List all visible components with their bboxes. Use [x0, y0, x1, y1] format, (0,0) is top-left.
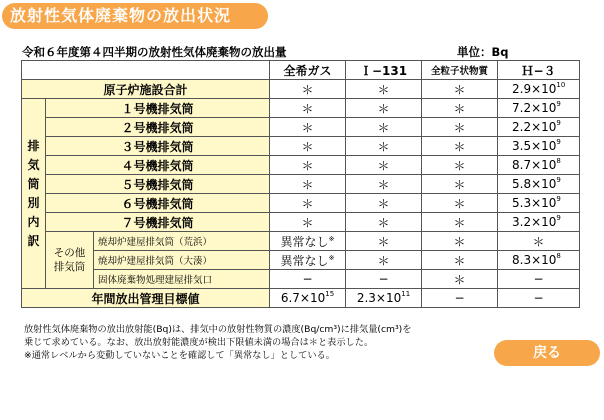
- cell-value: ＊: [422, 99, 498, 118]
- cell-value: ＊: [346, 118, 422, 137]
- table-row: [22, 175, 580, 194]
- cell-value: −: [498, 270, 580, 289]
- cell-value: ＊: [270, 194, 346, 213]
- cell-value: ＊: [422, 270, 498, 289]
- table-row: [22, 232, 580, 251]
- group-label-stacks: [22, 99, 46, 289]
- group-label-char: 訳: [27, 233, 40, 248]
- note-mark: ※: [328, 234, 335, 243]
- col-header-i131: Ｉ−131: [346, 61, 422, 80]
- exponent: 9: [556, 138, 561, 146]
- table-row: [22, 251, 580, 270]
- cell-value-sci: [498, 80, 580, 99]
- cell-value-sci: [270, 289, 346, 308]
- exponent: 9: [556, 100, 561, 108]
- cell-value-sci: [498, 213, 580, 232]
- row-label: ６号機排気筒: [46, 194, 270, 213]
- cell-value: ＊: [422, 156, 498, 175]
- cell-value: ＊: [422, 194, 498, 213]
- cell-value: −: [270, 270, 346, 289]
- status-text: 異常なし: [280, 253, 329, 268]
- mantissa: 8.7×10: [512, 158, 557, 172]
- back-button[interactable]: 戻る: [494, 340, 600, 366]
- cell-value: ＊: [270, 80, 346, 99]
- cell-value: ＊: [270, 118, 346, 137]
- cell-value-sci: [498, 137, 580, 156]
- cell-value: ＊: [346, 156, 422, 175]
- group-label-char: 排: [27, 138, 40, 153]
- cell-value: ＊: [270, 156, 346, 175]
- row-label: ７号機排気筒: [46, 213, 270, 232]
- cell-value: ＊: [422, 118, 498, 137]
- row-label-total: 原子炉施設合計: [22, 80, 270, 99]
- cell-value: ＊: [422, 232, 498, 251]
- footnote-line: 放射性気体廃棄物の放出放射能(Bq)は、排気中の放射性物質の濃度(Bq/cm³)に排気量(cm³)を: [24, 324, 412, 335]
- exponent: 10: [556, 81, 566, 89]
- footnote-line: ※通常レベルから変動していないことを確認して「異常なし」としている。: [24, 350, 335, 361]
- row-label: ５号機排気筒: [46, 175, 270, 194]
- cell-value: ＊: [422, 251, 498, 270]
- cell-value: ＊: [346, 99, 422, 118]
- table-row-total: [22, 80, 580, 99]
- table-row: [22, 156, 580, 175]
- exponent: 9: [556, 176, 561, 184]
- unit-label: 単位：Bq: [457, 45, 509, 59]
- cell-value: −: [498, 289, 580, 308]
- mantissa: 3.5×10: [512, 139, 557, 153]
- cell-value: ＊: [270, 137, 346, 156]
- table-row: [22, 194, 580, 213]
- table-row: [22, 118, 580, 137]
- row-label: ３号機排気筒: [46, 137, 270, 156]
- mantissa: 2.9×10: [512, 82, 557, 96]
- table-row-target: [22, 289, 580, 308]
- group-label-char: 内: [27, 214, 40, 229]
- row-label: ２号機排気筒: [46, 118, 270, 137]
- mantissa: 2.2×10: [512, 120, 557, 134]
- mantissa: 7.2×10: [512, 101, 557, 115]
- cell-value: ＊: [346, 80, 422, 99]
- group-label-char: 筒: [27, 176, 40, 191]
- exponent: 9: [556, 195, 561, 203]
- mantissa: 3.2×10: [512, 215, 557, 229]
- mantissa: 6.7×10: [280, 291, 326, 305]
- cell-value-sci: [498, 175, 580, 194]
- cell-value: ＊: [422, 213, 498, 232]
- cell-value-sci: [498, 156, 580, 175]
- group-label-char: 別: [27, 195, 40, 210]
- cell-value: [270, 232, 346, 251]
- exponent: 8: [556, 252, 561, 260]
- exponent: 8: [556, 157, 561, 165]
- col-header-particulate: 全粒子状物質: [422, 61, 498, 80]
- row-label: 固体廃棄物処理建屋排気口: [94, 270, 270, 289]
- cell-value: −: [422, 289, 498, 308]
- table-header-row: [22, 61, 580, 80]
- mantissa: 2.3×10: [356, 291, 402, 305]
- cell-value: ＊: [270, 175, 346, 194]
- header-corner: [22, 61, 270, 80]
- exponent: 11: [401, 290, 411, 298]
- cell-value: [270, 251, 346, 270]
- note-mark: ※: [328, 253, 335, 262]
- table-row: [22, 99, 580, 118]
- cell-value-sci: [498, 194, 580, 213]
- row-label: 焼却炉建屋排気筒（大湊）: [94, 251, 270, 270]
- cell-value-sci: [498, 251, 580, 270]
- mantissa: 5.3×10: [512, 196, 557, 210]
- cell-value: ＊: [498, 232, 580, 251]
- row-label: ４号機排気筒: [46, 156, 270, 175]
- group-label-line: 排気筒: [53, 261, 86, 273]
- row-label-target: 年間放出管理目標値: [22, 289, 270, 308]
- release-table: [21, 60, 580, 308]
- table-caption: 令和６年度第４四半期の放射性気体廃棄物の放出量: [22, 45, 287, 59]
- cell-value: ＊: [346, 137, 422, 156]
- footnote-line: 乗じて求めている。なお、放出放射能濃度が検出下限値未満の場合は＊と表示した。: [24, 337, 374, 348]
- table-row: [22, 213, 580, 232]
- cell-value: ＊: [422, 80, 498, 99]
- footnotes: [24, 323, 494, 362]
- row-label: １号機排気筒: [46, 99, 270, 118]
- mantissa: 8.3×10: [512, 253, 557, 267]
- cell-value: ＊: [346, 213, 422, 232]
- cell-value-sci: [498, 118, 580, 137]
- cell-value: ＊: [346, 175, 422, 194]
- row-label: 焼却炉建屋排気筒（荒浜）: [94, 232, 270, 251]
- status-text: 異常なし: [280, 234, 329, 249]
- page-title: 放射性気体廃棄物の放出状況: [2, 3, 268, 29]
- group-label-char: 気: [27, 157, 40, 172]
- cell-value: ＊: [346, 194, 422, 213]
- group-label-other: [46, 232, 94, 289]
- cell-value: ＊: [270, 99, 346, 118]
- table-row: [22, 270, 580, 289]
- cell-value: ＊: [422, 137, 498, 156]
- cell-value: ＊: [422, 175, 498, 194]
- exponent: 9: [556, 119, 561, 127]
- cell-value: ＊: [346, 251, 422, 270]
- group-label-line: その他: [53, 247, 86, 259]
- cell-value: ＊: [270, 213, 346, 232]
- mantissa: 5.8×10: [512, 177, 557, 191]
- col-header-h3: Ｈ−３: [498, 61, 580, 80]
- exponent: 9: [556, 214, 561, 222]
- cell-value-sci: [498, 99, 580, 118]
- cell-value: −: [346, 270, 422, 289]
- cell-value: ＊: [346, 232, 422, 251]
- table-row: [22, 137, 580, 156]
- col-header-noble-gas: 全希ガス: [270, 61, 346, 80]
- exponent: 15: [325, 290, 335, 298]
- cell-value-sci: [346, 289, 422, 308]
